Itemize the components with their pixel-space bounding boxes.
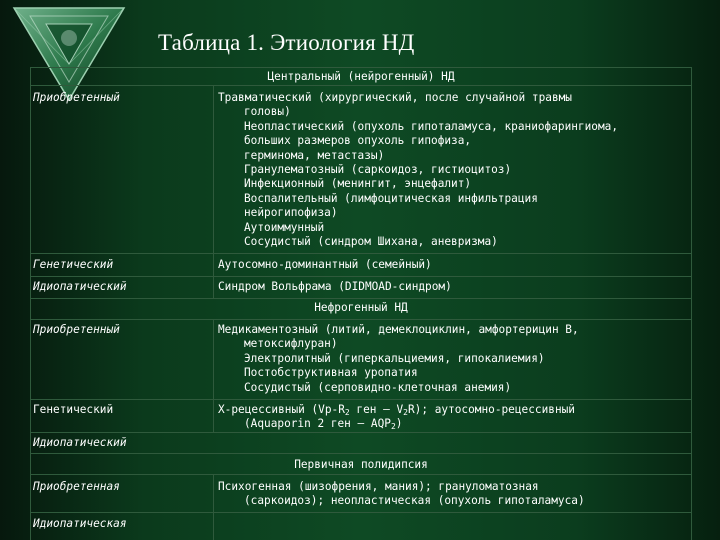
text-line: больших размеров опухоль гипофиза,: [244, 134, 472, 148]
etiology-table: [30, 67, 692, 540]
text-line: Психогенная (шизофрения, мания); грануломатозная: [218, 480, 539, 493]
text-line: нейрогипофиза): [244, 206, 338, 220]
text-line: Инфекционный (менингит, энцефалит): [244, 177, 472, 191]
row-text-nephrogenic-acquired: [218, 323, 579, 395]
row-text-central-idiopathic: Синдром Вольфрама (DIDMOAD-синдром): [218, 280, 452, 293]
section-header-polydipsia: Первичная полидипсия: [294, 458, 428, 471]
text-line: головы): [244, 105, 291, 119]
row-label-idiopathic: Идиопатический: [33, 280, 127, 293]
text-line: [218, 417, 575, 431]
row-text-nephrogenic-genetic: [218, 403, 575, 432]
text-line: Неопластический (опухоль гипоталамуса, краниофарингиома,: [244, 119, 619, 133]
row-label-idiopathic: Идиопатическая: [33, 517, 127, 530]
text-line: метоксифлуран): [244, 337, 338, 351]
row-text-central-acquired: [218, 91, 618, 249]
text-fragment: R); аутосомно-рецессивный: [408, 403, 575, 416]
text-line: Воспалительный (лимфоцитическая инфильтрация: [244, 191, 538, 205]
text-line: (саркоидоз); неопластическая (опухоль гипоталамуса): [244, 494, 585, 508]
text-line: [218, 403, 575, 417]
text-line: Аутоиммунный: [244, 220, 325, 234]
row-label-acquired: Приобретенная: [33, 480, 120, 493]
page-title: Таблица 1. Этиология НД: [158, 30, 415, 55]
subscript: 2: [403, 408, 408, 417]
text-line: Травматический (хирургический, после случайной травмы: [218, 91, 572, 104]
text-fragment: Х-рецессивный (Vp-R: [218, 403, 345, 416]
subscript: 2: [390, 422, 396, 432]
row-text-central-genetic: Аутосомно-доминантный (семейный): [218, 258, 432, 271]
text-fragment: (Aquaporin 2 ген — AQP: [244, 417, 391, 431]
text-line: Сосудистый (синдром Шихана, аневризма): [244, 235, 498, 249]
row-label-acquired: Приобретенный: [33, 323, 120, 336]
text-line: Медикаментозный (литий, демеклоциклин, амфортерицин B,: [218, 323, 579, 336]
subscript: 2: [344, 408, 350, 417]
text-fragment: ): [395, 417, 403, 431]
text-line: Постобструктивная уропатия: [244, 366, 418, 380]
text-fragment: ген — V: [349, 403, 404, 416]
text-line: Электролитный (гиперкальциемия, гипокалиемия): [244, 351, 545, 365]
row-text-polydipsia-acquired: [218, 480, 585, 509]
section-header-nephrogenic: Нефрогенный НД: [314, 301, 408, 314]
row-label-idiopathic: Идиопатический: [33, 436, 127, 449]
row-label-genetic: Генетический: [33, 258, 114, 271]
text-line: Гранулематозный (саркоидоз, гистиоцитоз): [244, 163, 512, 177]
row-label-acquired: Приобретенный: [33, 91, 120, 104]
text-line: Сосудистый (серповидно-клеточная анемия): [244, 380, 512, 394]
section-header-central: Центральный (нейрогенный) НД: [267, 70, 455, 83]
text-line: герминома, метастазы): [244, 148, 385, 162]
row-label-genetic: Генетический: [33, 403, 114, 416]
